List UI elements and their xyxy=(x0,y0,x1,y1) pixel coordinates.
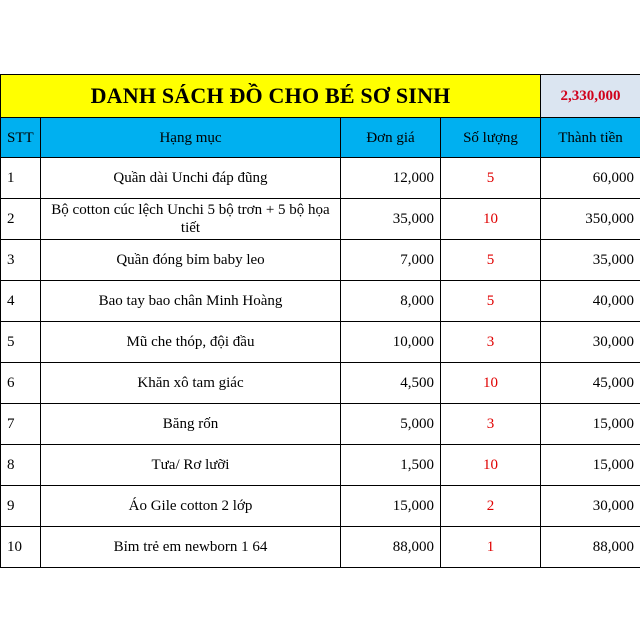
row-item-cell[interactable]: Quần đóng bỉm baby leo xyxy=(41,240,341,281)
row-amount-cell[interactable]: 30,000 xyxy=(541,486,640,527)
row-quantity-cell[interactable]: 3 xyxy=(441,322,541,363)
header-row xyxy=(1,118,640,158)
row-quantity-cell[interactable]: 10 xyxy=(441,199,541,240)
row-quantity-cell[interactable]: 10 xyxy=(441,445,541,486)
row-amount-cell[interactable]: 15,000 xyxy=(541,404,640,445)
row-stt-cell[interactable]: 8 xyxy=(1,445,41,486)
table-row xyxy=(1,363,640,404)
row-item-cell[interactable]: Bộ cotton cúc lệch Unchi 5 bộ trơn + 5 bộ họa tiết xyxy=(41,199,341,240)
row-amount-cell[interactable]: 60,000 xyxy=(541,158,640,199)
table-row xyxy=(1,486,640,527)
row-stt-cell[interactable]: 3 xyxy=(1,240,41,281)
row-item-cell[interactable]: Tưa/ Rơ lưỡi xyxy=(41,445,341,486)
table-row xyxy=(1,199,640,240)
column-header-amount[interactable]: Thành tiền xyxy=(541,118,640,158)
row-stt-cell[interactable]: 4 xyxy=(1,281,41,322)
column-header-item[interactable]: Hạng mục xyxy=(41,118,341,158)
shopping-list-table xyxy=(0,74,640,568)
column-header-stt[interactable]: STT xyxy=(1,118,41,158)
row-unit-price-cell[interactable]: 7,000 xyxy=(341,240,441,281)
row-stt-cell[interactable]: 6 xyxy=(1,363,41,404)
row-quantity-cell[interactable]: 1 xyxy=(441,527,541,568)
row-amount-cell[interactable]: 30,000 xyxy=(541,322,640,363)
row-stt-cell[interactable]: 5 xyxy=(1,322,41,363)
row-quantity-cell[interactable]: 5 xyxy=(441,158,541,199)
column-header-quantity[interactable]: Số lượng xyxy=(441,118,541,158)
row-unit-price-cell[interactable]: 1,500 xyxy=(341,445,441,486)
row-amount-cell[interactable]: 15,000 xyxy=(541,445,640,486)
row-unit-price-cell[interactable]: 8,000 xyxy=(341,281,441,322)
table-row xyxy=(1,240,640,281)
row-unit-price-cell[interactable]: 5,000 xyxy=(341,404,441,445)
row-amount-cell[interactable]: 45,000 xyxy=(541,363,640,404)
row-unit-price-cell[interactable]: 10,000 xyxy=(341,322,441,363)
table-row xyxy=(1,158,640,199)
table-row xyxy=(1,445,640,486)
grand-total-cell[interactable]: 2,330,000 xyxy=(541,75,640,118)
table-row xyxy=(1,322,640,363)
row-item-cell[interactable]: Mũ che thóp, đội đầu xyxy=(41,322,341,363)
row-unit-price-cell[interactable]: 12,000 xyxy=(341,158,441,199)
row-stt-cell[interactable]: 10 xyxy=(1,527,41,568)
row-stt-cell[interactable]: 9 xyxy=(1,486,41,527)
row-item-cell[interactable]: Băng rốn xyxy=(41,404,341,445)
table-row xyxy=(1,281,640,322)
row-stt-cell[interactable]: 1 xyxy=(1,158,41,199)
row-item-cell[interactable]: Bỉm trẻ em newborn 1 64 xyxy=(41,527,341,568)
table-row xyxy=(1,404,640,445)
row-unit-price-cell[interactable]: 15,000 xyxy=(341,486,441,527)
row-unit-price-cell[interactable]: 88,000 xyxy=(341,527,441,568)
table-row xyxy=(1,527,640,568)
title-row xyxy=(1,75,640,118)
row-item-cell[interactable]: Bao tay bao chân Minh Hoàng xyxy=(41,281,341,322)
column-header-unit-price[interactable]: Đơn giá xyxy=(341,118,441,158)
row-item-cell[interactable]: Khăn xô tam giác xyxy=(41,363,341,404)
row-quantity-cell[interactable]: 5 xyxy=(441,281,541,322)
row-quantity-cell[interactable]: 3 xyxy=(441,404,541,445)
row-stt-cell[interactable]: 7 xyxy=(1,404,41,445)
row-stt-cell[interactable]: 2 xyxy=(1,199,41,240)
row-unit-price-cell[interactable]: 35,000 xyxy=(341,199,441,240)
row-amount-cell[interactable]: 40,000 xyxy=(541,281,640,322)
row-quantity-cell[interactable]: 2 xyxy=(441,486,541,527)
table-title[interactable]: DANH SÁCH ĐỒ CHO BÉ SƠ SINH xyxy=(1,75,541,118)
row-quantity-cell[interactable]: 10 xyxy=(441,363,541,404)
row-amount-cell[interactable]: 350,000 xyxy=(541,199,640,240)
row-unit-price-cell[interactable]: 4,500 xyxy=(341,363,441,404)
row-amount-cell[interactable]: 88,000 xyxy=(541,527,640,568)
row-quantity-cell[interactable]: 5 xyxy=(441,240,541,281)
row-item-cell[interactable]: Áo Gile cotton 2 lớp xyxy=(41,486,341,527)
row-item-cell[interactable]: Quần dài Unchi đáp đũng xyxy=(41,158,341,199)
row-amount-cell[interactable]: 35,000 xyxy=(541,240,640,281)
